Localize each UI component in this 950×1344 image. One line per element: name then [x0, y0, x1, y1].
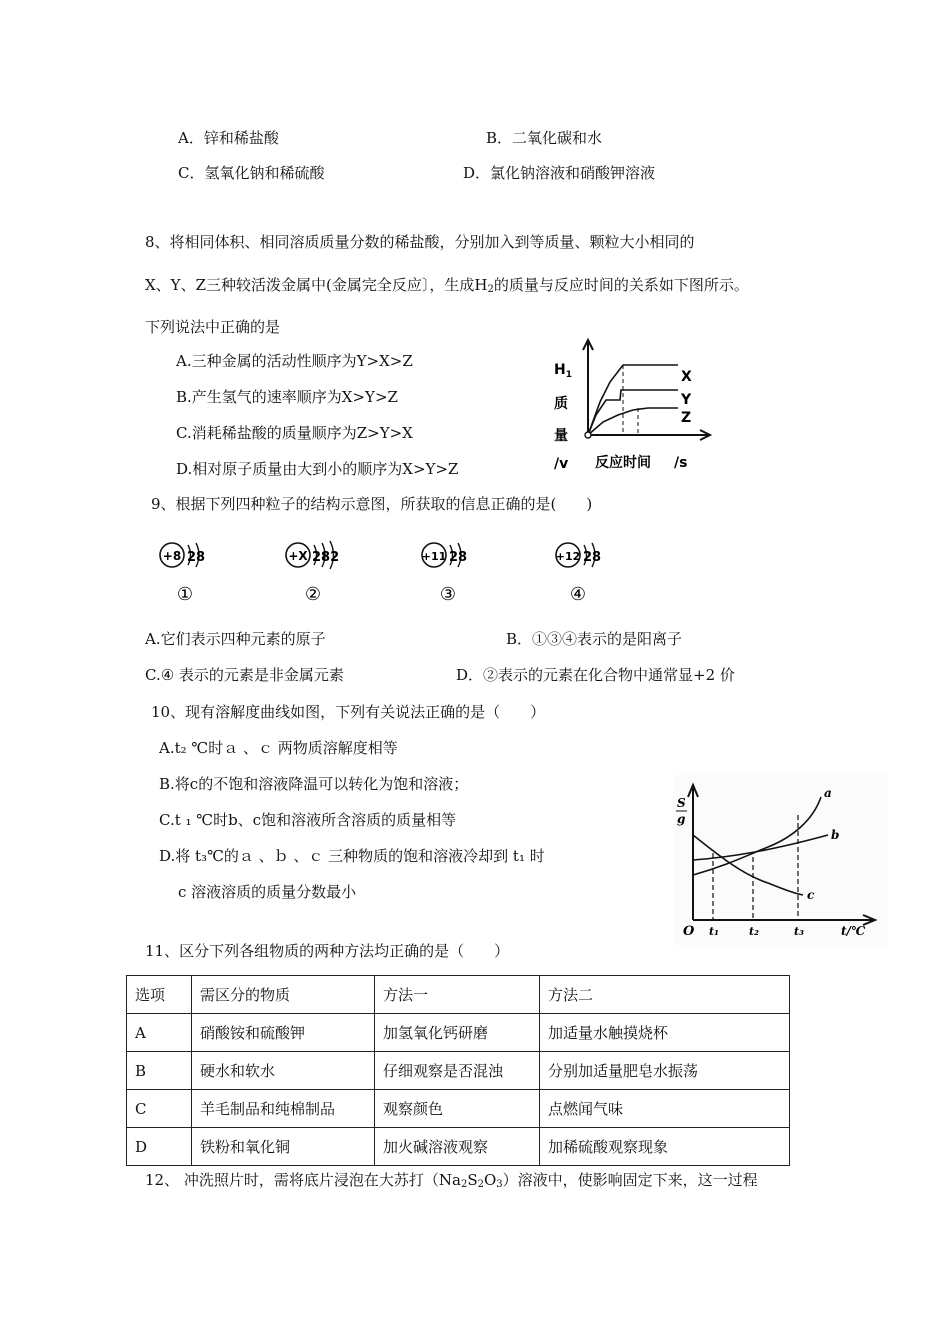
table-cell: 铁粉和氧化铜 [192, 1128, 375, 1166]
svg-text:①: ① [176, 584, 194, 605]
svg-text:28: 28 [583, 550, 602, 565]
q10-option-d-line1: D.将 t₃℃的ａ 、ｂ 、ｃ 三种物质的饱和溶液冷却到 t₁ 时 [159, 847, 545, 865]
table-cell: 羊毛制品和纯棉制品 [192, 1090, 375, 1128]
q7-option-b: B．二氧化碳和水 [486, 129, 603, 147]
particle-1 [160, 543, 205, 605]
q12-stem: 12、 冲洗照片时，需将底片浸泡在大苏打$(Na_2S_2O_3)$溶液中，使影响固定下来，这一过程 [145, 1171, 758, 1190]
svg-text:28: 28 [187, 550, 206, 565]
svg-text:a: a [824, 786, 832, 800]
table-cell: 硬水和软水 [192, 1052, 375, 1090]
svg-text:+12: +12 [555, 550, 581, 563]
table-cell: 加火碱溶液观察 [375, 1128, 540, 1166]
curve-x [588, 365, 678, 435]
q10-option-c: C.t ₁ ℃时b、c饱和溶液所含溶质的质量相等 [159, 811, 457, 829]
particle-3 [422, 543, 467, 605]
q9-stem: 9、根据下列四种粒子的结构示意图，所获取的信息正确的是( ) [151, 495, 593, 513]
svg-text:b: b [831, 828, 840, 842]
q10-option-d-line2: c 溶液溶质的质量分数最小 [178, 883, 357, 901]
table-cell: 硝酸铵和硫酸钾 [192, 1014, 375, 1052]
svg-text:t₃: t₃ [794, 925, 804, 938]
table-cell: 观察颜色 [375, 1090, 540, 1128]
svg-text:28: 28 [449, 550, 468, 565]
q10-stem: 10、现有溶解度曲线如图，下列有关说法正确的是（ ） [151, 703, 546, 721]
svg-text:S: S [677, 796, 686, 810]
table-cell: 仔细观察是否混浊 [375, 1052, 540, 1090]
svg-text:282: 282 [312, 550, 340, 565]
svg-text:O: O [683, 924, 695, 939]
table-header-row [127, 976, 790, 1014]
table-row [127, 1128, 790, 1166]
svg-text:③: ③ [439, 584, 457, 605]
chart-y-label-zhi: 质 [554, 396, 568, 412]
chart-y-label-liang: 量 [554, 428, 568, 444]
q9-option-b: B．①③④表示的是阳离子 [506, 630, 683, 648]
table-cell: 点燃闻气味 [540, 1090, 790, 1128]
q8-option-c: C.消耗稀盐酸的质量顺序为Z>Y>X [176, 424, 413, 442]
q8-option-d: D.相对原子质量由大到小的顺序为X>Y>Z [176, 460, 459, 478]
header-cell: 方法二 [540, 976, 790, 1014]
svg-text:④: ④ [569, 584, 587, 605]
series-label-y: Y [681, 392, 692, 408]
q10-option-b: B.将c的不饱和溶液降温可以转化为饱和溶液； [159, 775, 469, 793]
table-row [127, 1014, 790, 1052]
table-cell: C [127, 1090, 192, 1128]
svg-text:t/℃: t/℃ [841, 924, 866, 938]
particle-2 [286, 541, 339, 605]
svg-text:+X: +X [288, 549, 308, 563]
q7-option-a: A．锌和稀盐酸 [178, 129, 279, 147]
table-cell: B [127, 1052, 192, 1090]
svg-text:+11: +11 [421, 550, 447, 563]
chart-x-unit: /s [674, 455, 688, 471]
svg-text:t₁: t₁ [709, 925, 719, 938]
q9-option-c: C.④ 表示的元素是非金属元素 [145, 666, 344, 684]
q8-stem-line2: X、Y、Z三种较活泼金属中(金属完全反应〕，生成$H_2$的质量与反应时间的关系如下图所示。 [145, 276, 749, 295]
table-cell: 加稀硫酸观察现象 [540, 1128, 790, 1166]
chart-x-label: 反应时间 [595, 455, 651, 471]
svg-text:g: g [677, 812, 686, 826]
header-cell: 方法一 [375, 976, 540, 1014]
header-cell: 选项 [127, 976, 192, 1014]
svg-text:c: c [807, 888, 815, 902]
chart-y-label-h: $H_1$ [554, 362, 572, 380]
q10-option-a: A.t₂ ℃时ａ 、ｃ 两物质溶解度相等 [159, 739, 398, 757]
solubility-chart [673, 775, 888, 945]
q11-table [126, 975, 790, 1166]
curve-z [588, 408, 678, 435]
table-cell: D [127, 1128, 192, 1166]
series-label-x: X [681, 369, 692, 385]
q7-option-d: D．氯化钠溶液和硝酸钾溶液 [463, 164, 656, 182]
q7-option-c: C．氢氧化钠和稀硫酸 [178, 164, 325, 182]
series-label-z: Z [681, 410, 692, 426]
table-row [127, 1090, 790, 1128]
chart-y-unit: /v [554, 456, 569, 472]
q8-stem-line1: 8、将相同体积、相同溶质质量分数的稀盐酸，分别加入到等质量、颗粒大小相同的 [145, 233, 695, 251]
table-cell: 加适量水触摸烧杯 [540, 1014, 790, 1052]
curve-y [588, 390, 678, 435]
q8-option-a: A.三种金属的活动性顺序为Y>X>Z [176, 352, 413, 370]
svg-text:t₂: t₂ [749, 925, 759, 938]
table-cell: 分别加适量肥皂水振荡 [540, 1052, 790, 1090]
table-cell: 加氢氧化钙研磨 [375, 1014, 540, 1052]
q8-stem-line3: 下列说法中正确的是 [145, 318, 281, 336]
header-cell: 需区分的物质 [192, 976, 375, 1014]
particle-diagrams [150, 535, 630, 610]
q9-option-a: A.它们表示四种元素的原子 [145, 630, 326, 648]
q8-option-b: B.产生氢气的速率顺序为X>Y>Z [176, 388, 398, 406]
q9-option-d: D．②表示的元素在化合物中通常显+2 价 [456, 666, 735, 684]
table-row [127, 1052, 790, 1090]
particle-4 [556, 543, 601, 605]
q11-stem: 11、区分下列各组物质的两种方法均正确的是（ ） [145, 942, 510, 960]
svg-text:+8: +8 [162, 549, 182, 563]
h2-mass-time-chart [548, 330, 728, 475]
svg-text:②: ② [304, 584, 322, 605]
table-cell: A [127, 1014, 192, 1052]
